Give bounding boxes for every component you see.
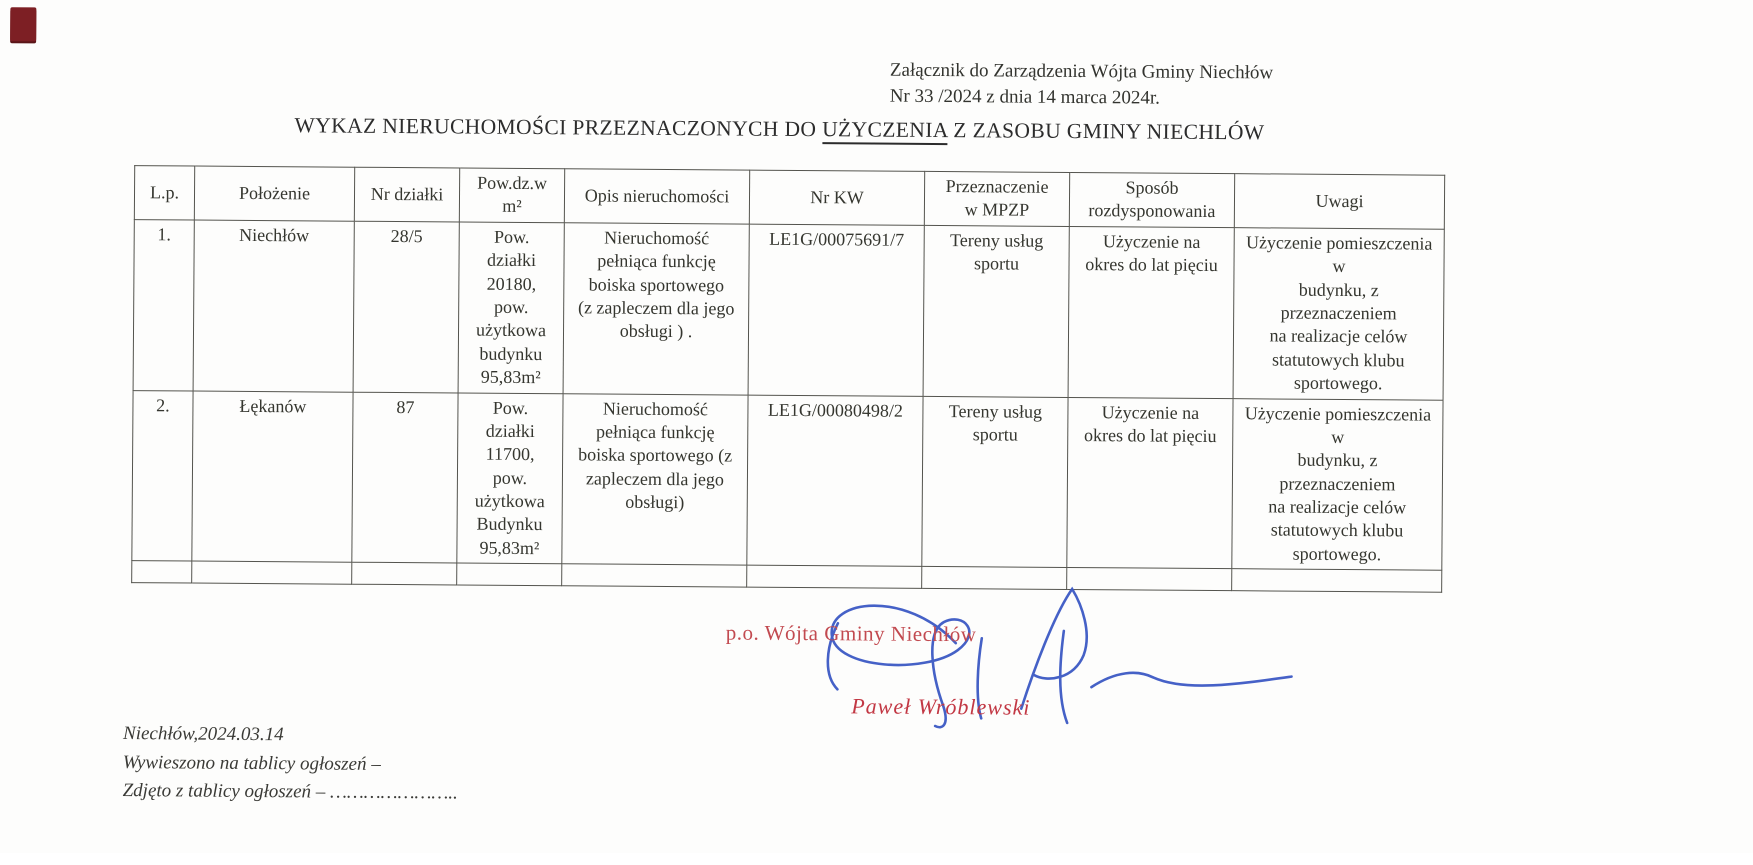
cell-sposob: Użyczenie na okres do lat pięciu [1067,397,1233,569]
cell-lp: 2. [132,390,193,561]
attachment-header [890,58,1274,112]
col-header-polozenie: Położenie [194,166,354,221]
col-header-przeznaczenie: Przeznaczenie w MPZP [924,171,1069,226]
cell-przeznaczenie: Tereny usług sportu [922,396,1068,568]
col-header-nr-dzialki: Nr działki [354,167,459,222]
cell-pow: Pow. działki 11700, pow. użytkowa Budynku 95,83m² [457,393,563,564]
cell-nr-dzialki: 28/5 [353,221,459,392]
notes-date-line: Niechłów,2024.03.14 [122,723,284,746]
cell-pow: Pow. działki 20180, pow. użytkowa budynku 95,83m² [458,222,564,393]
cell-nr-kw: LE1G/00080498/2 [747,395,923,567]
stamp-name-text: Paweł Wróblewski [851,693,1031,720]
corner-bookmark-mark [10,7,36,41]
attachment-header-line1: Załącznik do Zarządzenia Wójta Gminy Niechłów [889,59,1274,84]
cell-sposob: Użyczenie na okres do lat pięciu [1068,226,1234,398]
cell-nr-dzialki: 87 [352,392,458,563]
title-part2: Z ZASOBU GMINY NIECHLÓW [947,118,1265,145]
table-header-row [134,166,1444,229]
col-header-sposob: Sposób rozdysponowania [1069,172,1234,227]
col-header-opis: Opis nieruchomości [564,169,749,224]
title-part1: WYKAZ NIERUCHOMOŚCI PRZEZNACZONYCH DO [294,113,823,142]
cell-polozenie: Łękanów [192,391,353,563]
col-header-pow: Pow.dz.w m² [459,168,564,223]
notes-removed-line: Zdjęto z tablicy ogłoszeń – ………………….. [122,780,458,804]
table-row [132,390,1443,570]
table-row [133,219,1444,399]
attachment-header-line2: Nr 33 /2024 z dnia 14 marca 2024r. [889,85,1160,109]
cell-przeznaczenie: Tereny usług sportu [923,225,1069,397]
cell-opis: Nieruchomość pełniąca funkcję boiska sportowego (z zapleczem dla jego obsługi ) . [563,223,749,395]
stamp-title-text: p.o. Wójta Gminy Niechłów [725,620,977,647]
col-header-lp: L.p. [134,166,194,220]
cell-opis: Nieruchomość pełniąca funkcję boiska sportowego (z zapleczem dla jego obsługi) [562,393,748,565]
cell-lp: 1. [133,219,194,390]
col-header-nr-kw: Nr KW [749,170,924,225]
cell-uwagi: Użyczenie pomieszczenia w budynku, z przeznaczeniem na realizacje celów statutowych klubu sportowego. [1233,227,1444,399]
cell-nr-kw: LE1G/00075691/7 [748,224,924,396]
cell-polozenie: Niechłów [193,220,354,392]
title-underlined: UŻYCZENIA [822,117,948,145]
col-header-uwagi: Uwagi [1234,174,1444,229]
cell-uwagi: Użyczenie pomieszczenia w budynku, z przeznaczeniem na realizacje celów statutowych klubu sportowego. [1232,398,1443,570]
properties-table [131,165,1445,593]
notes-posted-line: Wywieszono na tablicy ogłoszeń – [122,751,381,775]
posting-notes [123,720,459,808]
document-title [0,111,1560,147]
